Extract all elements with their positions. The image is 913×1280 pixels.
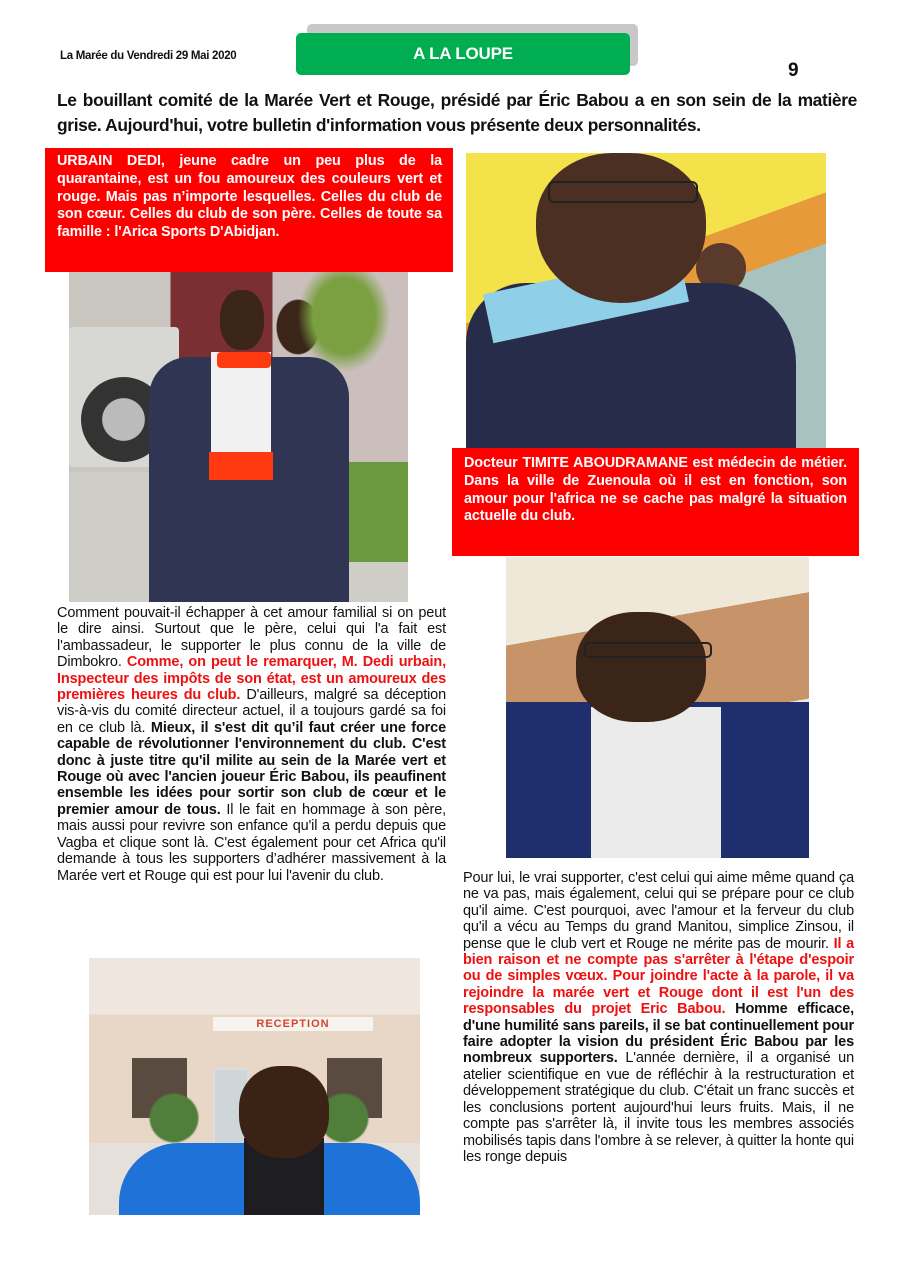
shirt-shape	[591, 707, 721, 858]
callout-urbain-dedi	[45, 148, 453, 272]
callout-timite-aboudramane	[452, 448, 859, 556]
cummerbund-shape	[209, 452, 273, 480]
intro-paragraph: Le bouillant comité de la Marée Vert et Rouge, présidé par Éric Babou a en son sein de la matière grise. Aujourd'hui, votre bulletin d'information vous présente deux personnalités.	[57, 90, 857, 135]
section-tab-label: A LA LOUPE	[413, 44, 513, 63]
photo-urbain-dedi	[69, 272, 408, 602]
callout-text: URBAIN DEDI, jeune cadre un peu plus de la quarantaine, est un fou amoureux des couleurs vert et rouge. Mais pas n’importe lesquelles. Celles du club de son cœur. Celles du club de son père. Celles de toute sa famille : l'Arica Sports D'Abidjan.	[57, 153, 442, 241]
page-number: 9	[788, 60, 799, 81]
glasses-shape	[584, 642, 712, 658]
article-highlight-bold: Homme efficace, d'une humilité sans pareils, il se bat continuellement pour faire adopter la vision du président Éric Babou par les nombreux supporters.	[463, 1001, 854, 1067]
photo-timite-selfie	[506, 557, 809, 858]
shirt-shape	[211, 352, 271, 462]
article-left	[57, 605, 446, 884]
article-text: Pour lui, le vrai supporter, c'est celui qui aime même quand ça ne va pas, mais également, celui qui se prépare pour ce club qu'il aime. C'est pourquoi, avec l'amour et la ferveur du club qu'il a vécu au Temps du grand Manitou, simplice Zinsou, il pense que le club vert et Rouge ne mérite pas de mourir.	[463, 870, 854, 952]
reception-sign: RECEPTION	[213, 1017, 373, 1031]
head-shape	[220, 290, 264, 350]
article-text: D'ailleurs, malgré sa déception vis-à-vis du comité directeur actuel, il a toujours gardé sa foi en ce club là.	[57, 687, 446, 736]
article-highlight-red: Comme, on peut le remarquer, M. Dedi urbain, Inspecteur des impôts de son état, est un amoureux des premières heures du club.	[57, 654, 446, 704]
head-shape	[536, 153, 706, 303]
head-shape	[239, 1066, 329, 1158]
bowtie-shape	[217, 352, 271, 368]
callout-text: Docteur TIMITE ABOUDRAMANE est médecin de métier. Dans la ville de Zuenoula où il est en fonction, son amour pour l'africa ne se cache pas malgré la situation actuelle du club.	[464, 455, 847, 525]
article-right	[463, 870, 854, 1165]
photo-reception-portrait	[89, 958, 420, 1215]
photo-timite-aboudramane	[466, 153, 826, 448]
article-highlight-bold: Mieux, il s'est dit qu’il faut créer une force capable de révolutionner l'environnement du club. C'est donc à juste titre qu'il milite au sein de la Marée vert et Rouge où avec l'ancien joueur Éric Babou, ils peaufinent ensemble les idées pour sortir son club de cœur et le premier amour de tous.	[57, 719, 446, 818]
plant-shape	[144, 1088, 204, 1148]
section-tab	[296, 33, 630, 75]
head-shape	[576, 612, 706, 722]
article-text: Comment pouvait-il échapper à cet amour familial si on peut le dire ainsi. Surtout que le père, celui qui l'a fait est l'ambassadeur, le supporter le plus connu de la ville de Dimbokro.	[57, 605, 446, 671]
article-highlight-red: Il a bien raison et ne compte pas s'arrêter à l'étape d'espoir ou de simples vœux. Pour joindre l'acte à la parole, il va rejoindre la marée vert et Rouge dont il est l'un des responsables du projet Eric Babou.	[463, 935, 854, 1018]
article-text: L'année dernière, il a organisé un atelier scientifique en vue de réfléchir à la restructuration et développement stratégique du club. C'était un franc succès et les conclusions portent aujourd'hui leurs fruits. Mais, il ne compte pas s'arrêter là, il invite tous les membres associés mobilisés tapis dans l'ombre à se relever, à quitter la honte qui les ronge depuis	[463, 1050, 855, 1165]
article-text: Il le fait en hommage à son père, mais aussi pour revivre son enfance qu'il a perdu depuis que Vagba et clique sont là. C'est également pour cet Africa qu'il demande à tous les supporters d’adhérer massivement à la Marée vert et Rouge qui est pour lui l'avenir du club.	[57, 801, 446, 884]
glasses-shape	[548, 181, 698, 203]
issue-date: La Marée du Vendredi 29 Mai 2020	[60, 50, 237, 62]
